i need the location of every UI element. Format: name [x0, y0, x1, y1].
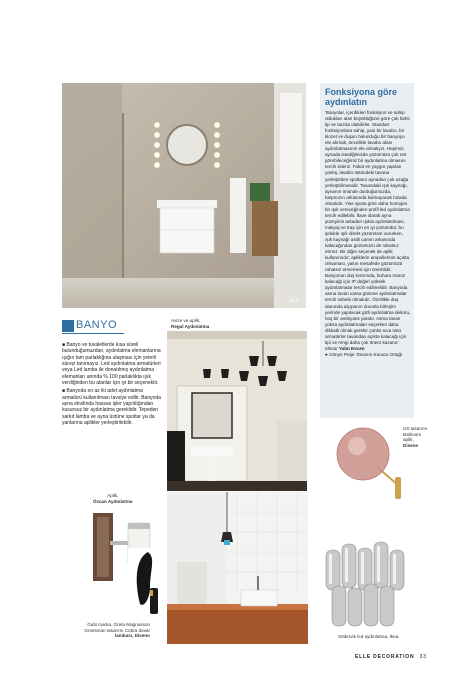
caption-us-line3: aplik, [403, 437, 414, 443]
caption-us-line1: US tasarımı [403, 426, 428, 431]
caption-sodervik: Södervik led aydınlatma, Ikea. [338, 634, 400, 639]
sidebar-author-label: Mimar [325, 345, 338, 351]
footer-magazine: ELLE DECORATION [355, 654, 415, 660]
sidebar-title-line2: aydınlatın [325, 97, 368, 107]
caption-gubi [72, 622, 150, 639]
caption-gubi-line3: lambası, Diseno [115, 633, 150, 639]
sodervik-light-photo [316, 540, 416, 632]
banyo-heading [62, 318, 124, 334]
sidebar-title-line1: Fonksiyona göre [325, 87, 398, 97]
tepta-bathroom-photo [167, 492, 308, 644]
banyo-paragraph-2: ■ Banyoda en az iki adet aydınlatma armatürü kullanılması tavsiye edilir. Banyoda ayna etrafında hassas işler yapıldığından kusursuz bir aydınlatma gereklidir. Tepeden sarkıt lamba ve ayna üstüne spotlar ya da yanlarına aplikler yerleştirilebilir. [62, 388, 161, 427]
banyo-paragraph-1: ■ Banyo ve tuvaletlerde kısa süreli bulunduğumuzdan, aydınlatma elemanlarına ışığın tam parlaklığına ulaşması için yeterli süreyi tanımayız. Led aydınlatma armatürleri veya Led lamba ile donatılmış aydınlatma elemanları anında % 100 parlaklıkta ışık verdiğinden bu alanlar için iyi bir seçenektir. [62, 342, 161, 387]
caption-ozcan-line2: Özcan Aydınlatma [93, 498, 133, 504]
regal-chandelier-photo [167, 331, 307, 491]
banyo-body [62, 342, 164, 426]
footer [355, 654, 427, 660]
sidebar-body [325, 110, 411, 358]
sidebar-author-name: Yalın Evcen [339, 345, 365, 351]
caption-us-line4: Diseno [403, 442, 419, 448]
caption-gubi-line1: Gubi marka, Greta Magnusson [87, 622, 150, 627]
caption-regal-line2: Regal Aydınlatma [171, 323, 210, 329]
caption-ikea-top: Ikea. [290, 298, 300, 303]
bathroom-photo-ikea [62, 83, 306, 308]
cobra-lamp-photo [128, 548, 162, 620]
caption-us-ballroom [403, 426, 427, 448]
caption-us-line2: Ballroom [403, 431, 422, 437]
sidebar-author-role: ● Gönye Proje Tasarım Kurucu Ortağı [325, 351, 403, 357]
caption-regal-line1: Avize ve aplik, [171, 318, 201, 323]
sidebar-body-text: 'Banyolar, içerdikleri fonksiyon ve sahip oldukları alan büyüklüğüne göre çok farklı tip ve tarzda olabilirler. Standart fonksiyonlara sahip, yani bir lavabo, bir klozet ve duşun bulunduğu bir banyoyu ele alırsak, öncelikle lavabo alanı aydınlatmasının ele almalıyız. Hepimiz, aynada istediğimizde yüzümüzü çok net görebileceğimiz bir aydınlatma olmasını tercih ederiz. Fakat en yaygın yapılan yanlış, lavabo üstündeki tavana yerleştirilen spotların aynadan çok uzağa yerleştirilmesidir. Tavandaki ışık kaynağı, aynanın önünde durduğumuzda, başımızın arkasında kalmayacak hizada olmalıdır. Yine spota göre daha homojen bir ışık vereceğinden profil led aydınlatma tercih edilebilir. İlave olarak ayna yüzeyinin arkadan ışıkla aydınlatılması, makyaj ve traş için en iyi çözümdür, bu şekilde ışık direkt yüzümüze vururken, ışık kaynağı asitli camın arkasında kalacağından gözümüzü de rahatsız etmez. Bir diğer seçenek de aplik kullanımıdır; apliklerin ampullerinin açıkta olmaması, yakın mesafede gözümüzü rahatsız etmemesi için önemlidir. Banyonun duş kısmında, buhara maruz kalacağı için IP değeri yüksek aydınlatmalar tercih edilmelidir. Banyoda asma tavan varsa gömme aydınlatmalar tercih sebebi olmalıdır. Özellikle duş alanında alçıpanın duvarla birleşim yerinde yapılacak gizli aydınlatma dekoru, hoş bir ambiyans yaratır. Asma tavan yoksa aydınlatmaları seçerken daha dikkatli olmak gerekir çünkü sıva üstü armatürler tavandan açıkta kalacağı için tipi ve rengi daha çok önem kazanır.' [325, 110, 411, 345]
caption-gubi-line2: Grossman tasarımı Cobra duvar [84, 627, 150, 633]
caption-ozcan [93, 493, 132, 504]
banyo-label: BANYO [76, 319, 118, 331]
caption-ozcan-line1: Aplik, [107, 493, 119, 498]
caption-regal [171, 318, 209, 329]
sidebar-title [325, 87, 397, 107]
expert-sidebar [320, 83, 414, 418]
footer-page-number: 33 [419, 654, 427, 660]
banyo-box-icon [62, 320, 74, 332]
